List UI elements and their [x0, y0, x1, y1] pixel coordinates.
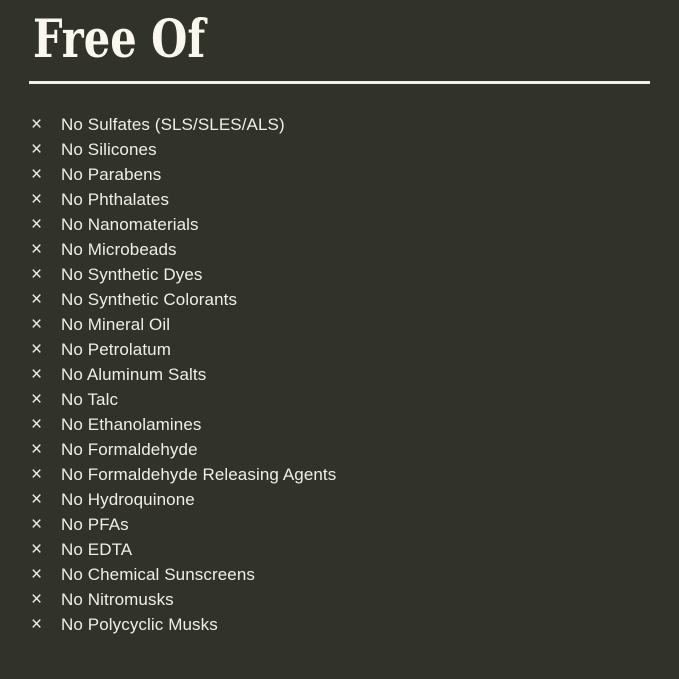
free-of-list	[31, 112, 336, 637]
list-item-label: No Sulfates (SLS/SLES/ALS)	[61, 115, 285, 134]
list-item	[31, 587, 336, 612]
list-item-label: No EDTA	[61, 540, 133, 559]
list-item-label: No Formaldehyde Releasing Agents	[61, 465, 337, 484]
x-mark-icon: ×	[31, 589, 43, 610]
list-item	[31, 512, 336, 537]
title-divider	[29, 81, 650, 84]
x-mark-icon: ×	[31, 189, 43, 210]
list-item	[31, 387, 336, 412]
list-item	[31, 262, 336, 287]
list-item	[31, 412, 336, 437]
list-item-label: No Mineral Oil	[61, 315, 171, 334]
list-item	[31, 487, 336, 512]
x-mark-icon: ×	[31, 264, 43, 285]
list-item	[31, 287, 336, 312]
x-mark-icon: ×	[31, 464, 43, 485]
list-item-label: No Petrolatum	[61, 340, 171, 359]
list-item-label: No Parabens	[61, 165, 162, 184]
x-mark-icon: ×	[31, 489, 43, 510]
list-item	[31, 237, 336, 262]
list-item-label: No Hydroquinone	[61, 490, 195, 509]
list-item	[31, 187, 336, 212]
list-item	[31, 337, 336, 362]
x-mark-icon: ×	[31, 389, 43, 410]
list-item	[31, 437, 336, 462]
x-mark-icon: ×	[31, 339, 43, 360]
list-item-label: No Nanomaterials	[61, 215, 199, 234]
list-item-label: No Polycyclic Musks	[61, 615, 218, 634]
list-item-label: No Microbeads	[61, 240, 177, 259]
x-mark-icon: ×	[31, 364, 43, 385]
x-mark-icon: ×	[31, 289, 43, 310]
list-item-label: No Chemical Sunscreens	[61, 565, 256, 584]
list-item	[31, 137, 336, 162]
x-mark-icon: ×	[31, 414, 43, 435]
list-item	[31, 162, 336, 187]
list-item-label: No Ethanolamines	[61, 415, 202, 434]
x-mark-icon: ×	[31, 514, 43, 535]
list-item-label: No PFAs	[61, 515, 129, 534]
list-item	[31, 537, 336, 562]
list-item	[31, 612, 336, 637]
page-title: Free Of	[33, 9, 206, 70]
list-item-label: No Aluminum Salts	[61, 365, 207, 384]
list-item-label: No Phthalates	[61, 190, 170, 209]
x-mark-icon: ×	[31, 114, 43, 135]
x-mark-icon: ×	[31, 314, 43, 335]
list-item	[31, 112, 336, 137]
x-mark-icon: ×	[31, 614, 43, 635]
list-item-label: No Formaldehyde	[61, 440, 198, 459]
list-item	[31, 562, 336, 587]
list-item	[31, 362, 336, 387]
x-mark-icon: ×	[31, 439, 43, 460]
list-item-label: No Talc	[61, 390, 119, 409]
list-item-label: No Synthetic Dyes	[61, 265, 203, 284]
x-mark-icon: ×	[31, 164, 43, 185]
x-mark-icon: ×	[31, 214, 43, 235]
list-item-label: No Synthetic Colorants	[61, 290, 238, 309]
list-item	[31, 462, 336, 487]
list-item-label: No Nitromusks	[61, 590, 174, 609]
list-item-label: No Silicones	[61, 140, 157, 159]
x-mark-icon: ×	[31, 239, 43, 260]
x-mark-icon: ×	[31, 564, 43, 585]
x-mark-icon: ×	[31, 139, 43, 160]
list-item	[31, 312, 336, 337]
list-item	[31, 212, 336, 237]
x-mark-icon: ×	[31, 539, 43, 560]
